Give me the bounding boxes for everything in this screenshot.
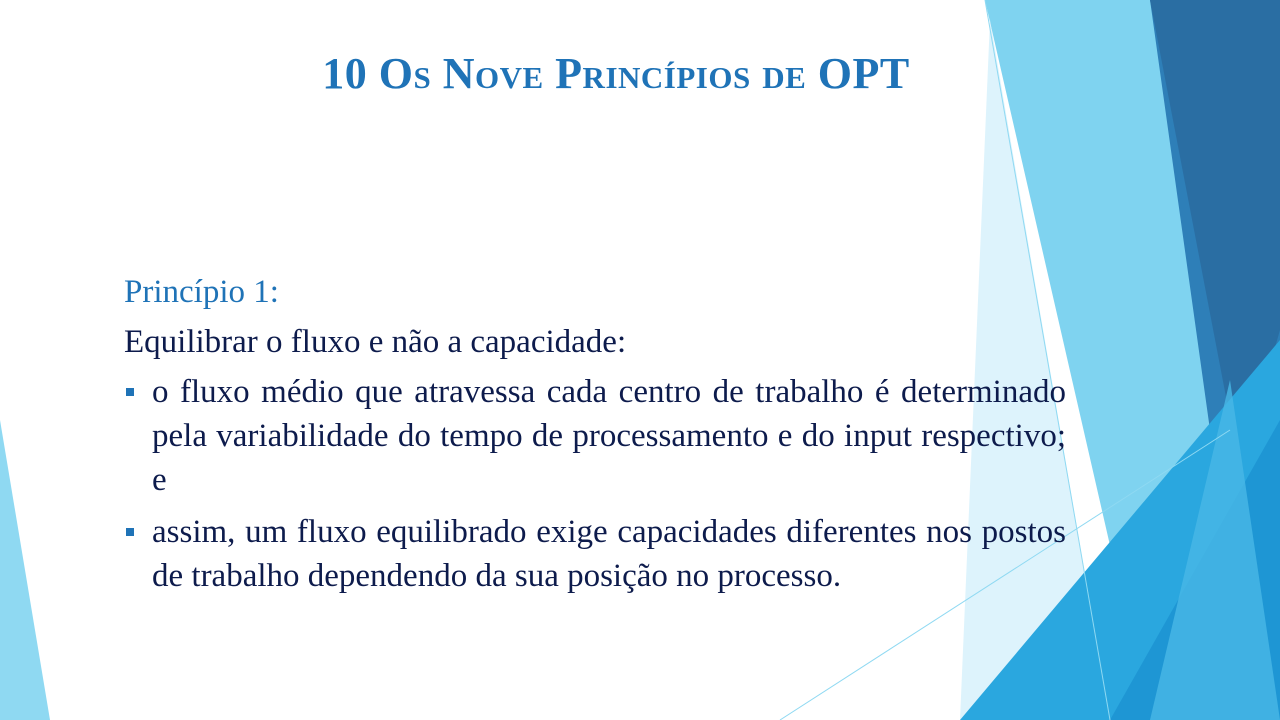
principle-heading: Princípio 1: — [124, 274, 279, 310]
bullet-text-2: assim, um fluxo equilibrado exige capacidades diferentes nos postos de trabalho dependendo da sua posição no processo. — [152, 514, 1066, 594]
slide-title: 10 Os Nove Princípios de OPT — [322, 49, 910, 98]
principle-statement: Equilibrar o fluxo e não a capacidade: — [124, 324, 627, 360]
bullet-text-1: o fluxo médio que atravessa cada centro de trabalho é determinado pela variabilidade do tempo de processamento e do input respectivo; e — [152, 374, 1066, 498]
bullet-item-1 — [124, 370, 1066, 502]
slide-body — [124, 270, 1066, 606]
square-bullet-icon — [126, 528, 134, 536]
left-edge-triangle — [0, 420, 50, 720]
bullet-item-2 — [124, 510, 1066, 598]
square-bullet-icon — [126, 388, 134, 396]
bullet-list — [124, 370, 1066, 598]
